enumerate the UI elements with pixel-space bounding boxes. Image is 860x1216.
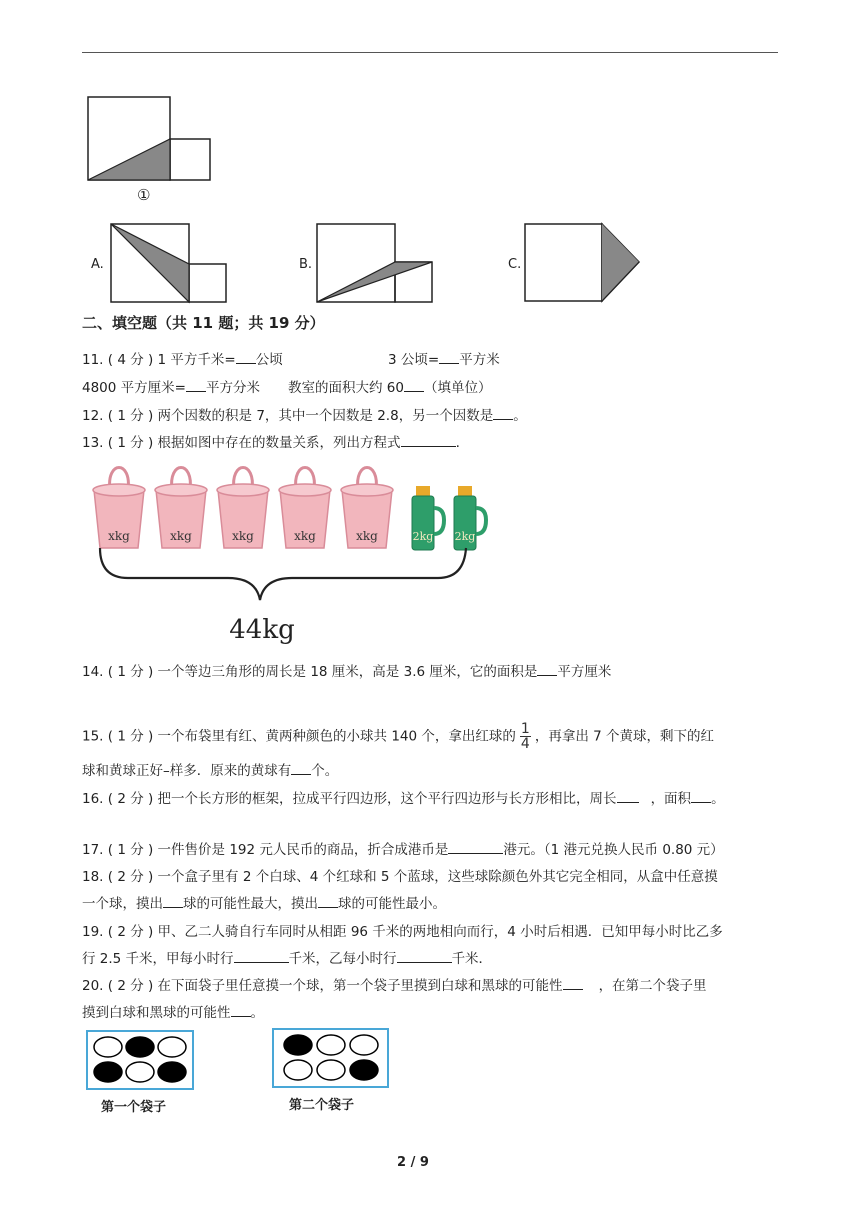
bucket-icon — [217, 468, 269, 549]
q11-text: 平方米 — [459, 352, 500, 368]
question-17 — [82, 838, 724, 858]
q15-text: 15. ( 1 分 ) 一个布袋里有红、黄两种颜色的小球共 140 个，拿出红球的 — [82, 728, 516, 745]
q19-text: 千米，乙每小时行 — [288, 951, 397, 967]
bucket-label: xkg — [294, 529, 316, 543]
total-weight-label: 44kg — [229, 615, 295, 645]
white-ball — [94, 1037, 122, 1057]
answer-blank[interactable] — [318, 893, 338, 908]
q11-text: （填单位） — [423, 380, 492, 396]
white-ball — [317, 1060, 345, 1080]
q18-text: 球的可能性最小。 — [338, 896, 446, 912]
q15-text: 个。 — [311, 763, 339, 779]
answer-blank[interactable] — [691, 788, 711, 803]
figure-1-caption: ① — [137, 186, 151, 204]
option-b-label: B. — [299, 257, 313, 272]
bucket-icon — [279, 468, 331, 549]
answer-blank[interactable] — [563, 975, 583, 990]
question-15-line2 — [82, 759, 338, 779]
question-14 — [82, 660, 611, 680]
answer-blank[interactable] — [404, 377, 424, 392]
bucket-label: xkg — [356, 529, 378, 543]
q12-text: 12. ( 1 分 ) 两个因数的积是 7，其中一个因数是 2.8，另一个因数是 — [82, 408, 494, 424]
q11-text: 教室的面积大约 60 — [288, 380, 404, 396]
q11-line1-left — [82, 348, 283, 368]
bucket-icon — [341, 468, 393, 549]
black-ball — [284, 1035, 312, 1055]
black-ball — [94, 1062, 122, 1082]
option-a-label: A. — [91, 257, 104, 272]
q12-text: 。 — [513, 408, 527, 424]
q13-text: 13. ( 1 分 ) 根据如图中存在的数量关系，列出方程式 — [82, 435, 401, 451]
option-c-figure[interactable] — [521, 220, 646, 305]
black-ball — [350, 1060, 378, 1080]
q11-text: 平方分米 — [205, 380, 260, 396]
q20-text: 摸到白球和黑球的可能性 — [82, 1005, 231, 1021]
answer-blank[interactable] — [439, 349, 459, 364]
black-ball — [158, 1062, 186, 1082]
q16-text: 16. ( 2 分 ) 把一个长方形的框架，拉成平行四边形，这个平行四边形与长方形相比，周长 — [82, 791, 617, 807]
q15-text: 球和黄球正好–样多．原来的黄球有 — [82, 763, 292, 779]
answer-blank[interactable] — [163, 893, 183, 908]
header-rule — [82, 52, 778, 53]
q17-text: 17. ( 1 分 ) 一件售价是 192 元人民币的商品，折合成港币是 — [82, 842, 449, 858]
q20-text: ，在第二个袋子里 — [598, 978, 707, 994]
q11-text: 公顷 — [255, 352, 283, 368]
q19-text: 千米． — [451, 951, 493, 967]
answer-blank[interactable] — [236, 349, 256, 364]
white-ball — [350, 1035, 378, 1055]
thermos-icon — [412, 486, 444, 550]
question-20-line2 — [82, 1001, 264, 1021]
q14-text: 平方厘米 — [557, 664, 612, 680]
bucket-label: xkg — [108, 529, 130, 543]
white-ball — [317, 1035, 345, 1055]
answer-blank[interactable] — [448, 839, 503, 854]
q11-line2-left — [82, 376, 260, 396]
page-number: 2 / 9 — [397, 1155, 429, 1170]
answer-blank[interactable] — [186, 377, 206, 392]
q15-text: ，再拿出 7 个黄球，剩下的红 — [534, 728, 714, 745]
answer-blank[interactable] — [493, 405, 513, 420]
thermos-icon — [454, 486, 486, 550]
fraction-numerator: 1 — [520, 721, 530, 737]
question-20-line1 — [82, 974, 707, 994]
q17-text: 港元。（1 港元兑换人民币 0.80 元） — [503, 842, 724, 858]
answer-blank[interactable] — [617, 788, 639, 803]
q11-line1-right — [388, 348, 500, 368]
answer-blank[interactable] — [401, 432, 456, 447]
section-title: 二、填空题（共 11 题；共 19 分） — [82, 314, 325, 332]
q20-text: 20. ( 2 分 ) 在下面袋子里任意摸一个球，第一个袋子里摸到白球和黑球的可能性 — [82, 978, 563, 994]
option-c-label: C. — [508, 257, 522, 272]
white-ball — [284, 1060, 312, 1080]
q19-text: 行 2.5 千米，甲每小时行 — [82, 951, 234, 967]
q13-figure — [88, 460, 508, 645]
answer-blank[interactable] — [291, 760, 311, 775]
q16-text: 。 — [711, 791, 725, 807]
option-b-figure[interactable] — [313, 220, 438, 305]
answer-blank[interactable] — [231, 1002, 251, 1017]
shaded-triangle — [88, 139, 170, 180]
small-square — [170, 139, 210, 180]
bucket-label: xkg — [170, 529, 192, 543]
bag-2-balls — [274, 1030, 387, 1086]
answer-blank[interactable] — [397, 948, 452, 963]
white-ball — [158, 1037, 186, 1057]
question-12 — [82, 404, 527, 424]
answer-blank[interactable] — [537, 661, 557, 676]
bucket-label: xkg — [232, 529, 254, 543]
question-16 — [82, 787, 725, 807]
option-a-figure[interactable] — [108, 220, 233, 305]
answer-blank[interactable] — [234, 948, 289, 963]
q18-text: 球的可能性最大，摸出 — [183, 896, 318, 912]
q20-text: 。 — [250, 1005, 264, 1021]
bag-1-balls — [88, 1032, 192, 1088]
bag-1 — [86, 1030, 194, 1090]
q14-text: 14. ( 1 分 ) 一个等边三角形的周长是 18 厘米，高是 3.6 厘米，它的面积是 — [82, 664, 538, 680]
thermos-label: 2kg — [412, 530, 434, 543]
bag-2 — [272, 1028, 389, 1088]
question-18-line1: 18. ( 2 分 ) 一个盒子里有 2 个白球、4 个红球和 5 个蓝球，这些球除颜色外其它完全相同，从盒中任意摸 — [82, 869, 718, 885]
q11-line2-right — [288, 376, 491, 396]
question-13 — [82, 431, 460, 451]
q18-text: 一个球，摸出 — [82, 896, 163, 912]
white-ball — [126, 1062, 154, 1082]
bucket-icon — [93, 468, 145, 549]
q16-text: ，面积 — [650, 791, 692, 807]
q11-text: 4800 平方厘米= — [82, 380, 186, 396]
question-15-line1 — [82, 722, 714, 751]
fraction-denominator: 4 — [520, 736, 530, 752]
question-18-line2 — [82, 892, 446, 912]
q11-text: 11. ( 4 分 ) 1 平方千米= — [82, 352, 236, 368]
q11-text: 3 公顷= — [388, 352, 440, 368]
brace — [100, 548, 466, 600]
black-ball — [126, 1037, 154, 1057]
question-19-line2 — [82, 947, 492, 967]
bucket-icon — [155, 468, 207, 549]
fraction — [520, 722, 531, 751]
q13-text: . — [455, 435, 460, 451]
question-19-line1: 19. ( 2 分 ) 甲、乙二人骑自行车同时从相距 96 千米的两地相向而行，4 小时后相遇．已知甲每小时比乙多 — [82, 924, 723, 940]
bag-2-caption: 第二个袋子 — [289, 1098, 355, 1113]
thermos-label: 2kg — [454, 530, 476, 543]
bag-1-caption: 第一个袋子 — [101, 1100, 167, 1115]
